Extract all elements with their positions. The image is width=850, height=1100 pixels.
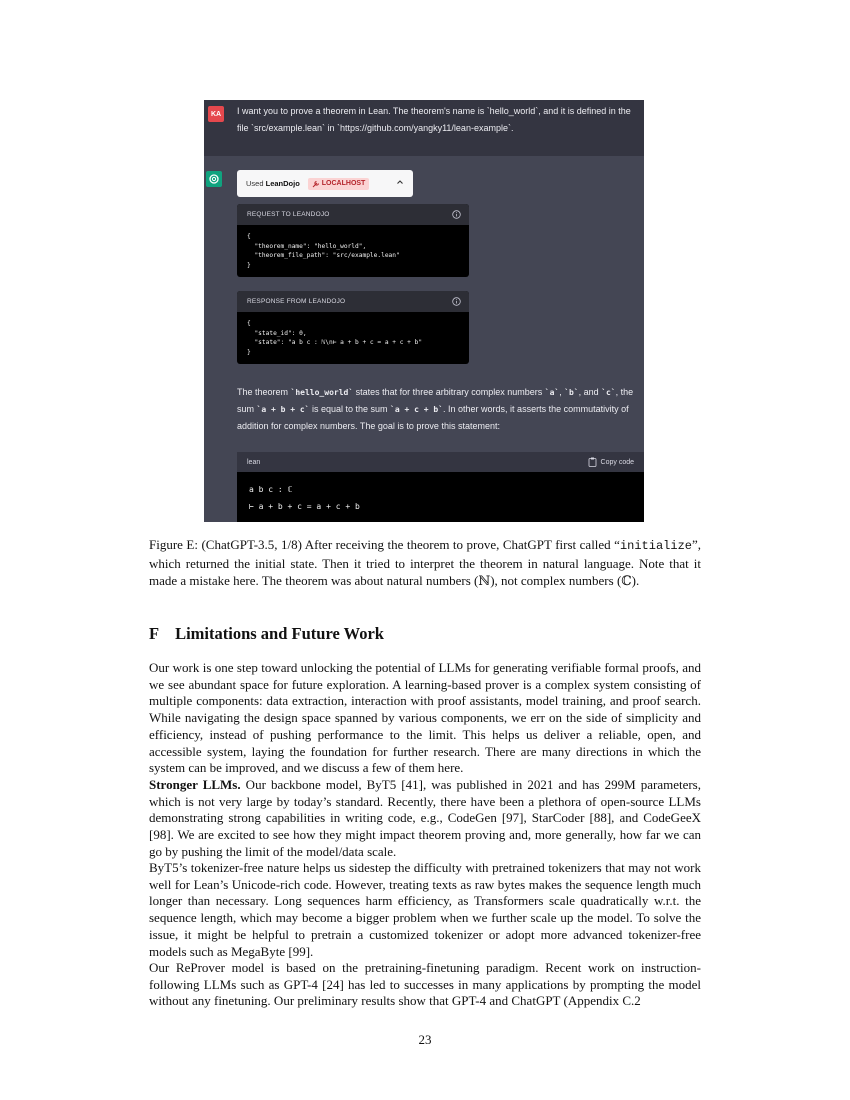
response-panel [237, 291, 469, 364]
request-panel [237, 204, 469, 277]
page-number: 23 [418, 1032, 432, 1047]
clipboard-icon [588, 457, 597, 467]
chat-screenshot-figure [204, 100, 644, 522]
paragraph-stronger-llms: Stronger LLMs. Our backbone model, ByT5 [41], was published in 2021 and has 299M parameters, which is not very large by today’s standard. Recently, there have been a plethora of open-source LLMs demonstrating strong capabilities in writing code, e.g., CodeGen [97], StarCoder [88], and CodeGeeX [98]. We are excited to see how they might impact theorem proving and, more generally, how far we can go by pushing the limit of the model/data scale. [149, 777, 701, 859]
request-title: REQUEST TO LEANDOJO [247, 211, 330, 218]
user-message-row [204, 100, 644, 156]
wrench-icon [312, 180, 320, 188]
section-title: Limitations and Future Work [175, 624, 384, 643]
assistant-explanation: The theorem `hello_world` states that for three arbitrary complex numbers `a`, `b`, and `c`, the sum `a + b + c` is equal to the sum `a + c + b`. In other words, it asserts the commutativity of addition for complex numbers. The goal is to prove this statement: [237, 387, 634, 431]
figure-caption: Figure E: (ChatGPT-3.5, 1/8) After receiving the theorem to prove, ChatGPT first called “initialize”, which returned the initial state. Then it tried to interpret the theorem in natural language. Note that it made a mistake here. The theorem was about natural numbers (ℕ), not complex numbers (ℂ). [149, 537, 701, 588]
section-number: F [149, 624, 160, 643]
info-icon[interactable] [452, 297, 461, 308]
lean-code: a b c : ℂ ⊢ a + b + c = a + c + b [249, 485, 360, 511]
response-code: { "state_id": 0, "state": "a b c : ℕ\n⊢ a + b + c = a + c + b" } [247, 320, 423, 356]
chatgpt-logo-icon [206, 171, 222, 187]
user-avatar: KA [208, 106, 224, 122]
lean-code-block [237, 452, 644, 522]
paragraph-reprover: Our ReProver model is based on the pretraining-finetuning paradigm. Recent work on instruction-following LLMs such as GPT-4 [24] has led to successes in many applications by prompting the model without any finetuning. Our preliminary results show that GPT-4 and ChatGPT (Appendix C.2 [149, 960, 701, 1009]
paragraph-intro: Our work is one step toward unlocking the potential of LLMs for generating verifiable formal proofs, and we see abundant space for future exploration. A learning-based prover is a complex system consisting of multiple components: data extraction, interaction with proof assistants, model training, and proof search. While navigating the design space spanned by various components, we err on the side of simplicity and efficiency, instead of pushing performance to the limit. This helps us deliver a reliable, open, and accessible system, laying the foundation for further research. There are many directions in which the system can be improved, and we discuss a few of them here. [149, 660, 701, 776]
response-title: RESPONSE FROM LEANDOJO [247, 298, 346, 305]
plugin-usage-toggle[interactable] [237, 170, 413, 197]
code-language-label: lean [247, 458, 261, 466]
plugin-used-label: Used LeanDojo [246, 179, 300, 188]
request-code: { "theorem_name": "hello_world", "theorem_file_path": "src/example.lean" } [247, 233, 400, 269]
info-icon[interactable] [452, 210, 461, 221]
user-message: I want you to prove a theorem in Lean. The theorem's name is `hello_world`, and it is defined in the file `src/example.lean` in `https://github.com/yangky11/lean-example`. [237, 106, 631, 133]
chevron-up-icon[interactable] [396, 178, 404, 188]
paragraph-tokenizer: ByT5’s tokenizer-free nature helps us sidestep the difficulty with pretrained tokenizers that may not work well for Lean’s Unicode-rich code. However, treating texts as raw bytes makes the sequence length much longer than necessary. Long sequences harm efficiency, as Transformers scale quadratically w.r.t. the sequence length, which may become a bigger problem when we further scale up the model. To solve the issue, it might be helpful to pretrain a customized tokenizer or adopt more advanced tokenizer-free models such as MegaByte [99]. [149, 860, 701, 959]
localhost-badge: LOCALHOST [308, 178, 370, 190]
section-heading [149, 624, 384, 644]
copy-code-button[interactable]: Copy code [588, 457, 634, 467]
